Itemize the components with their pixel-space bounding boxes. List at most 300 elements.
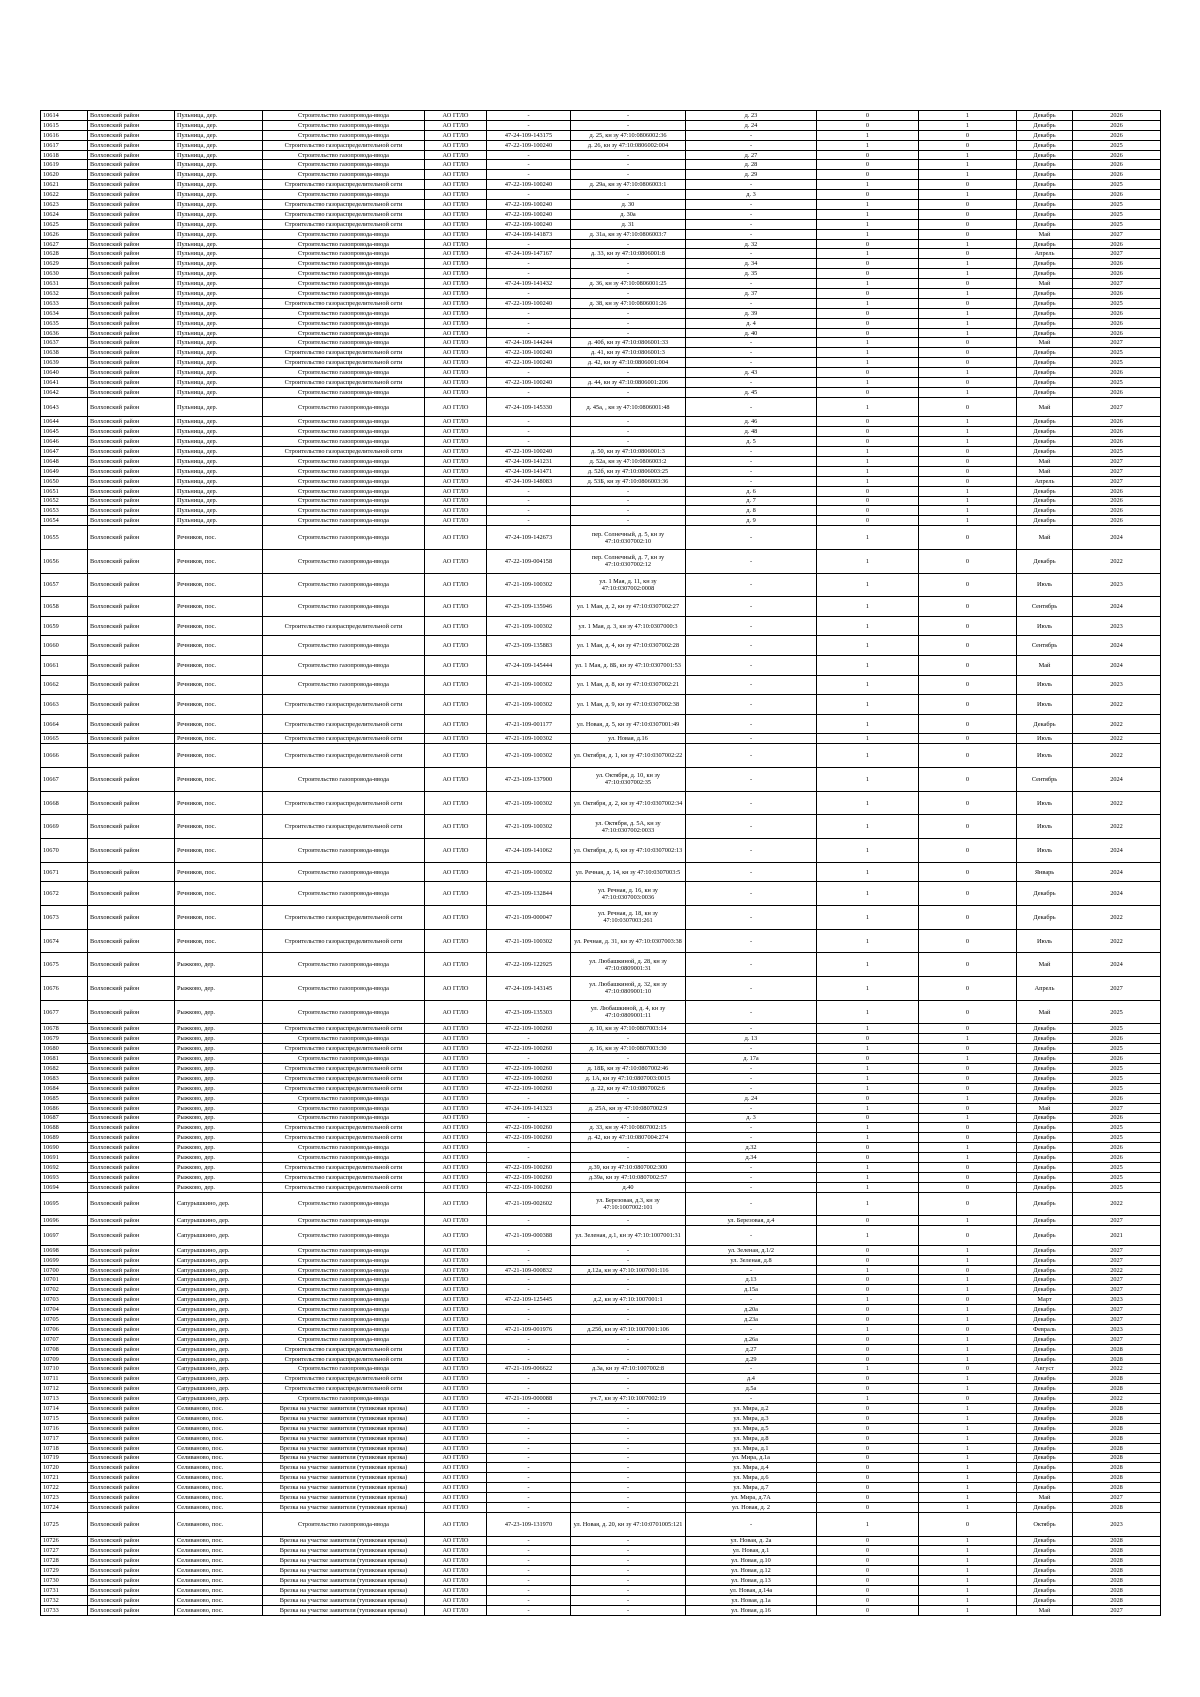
month-cell: Май <box>1017 1493 1073 1503</box>
organization-cell: АО ГГЛО <box>425 496 487 506</box>
count-cell-b: 0 <box>919 466 1017 476</box>
work-type-cell: Строительство газораспределительной сети <box>263 791 425 815</box>
table-row <box>41 1512 1161 1536</box>
locality-cell: Селиваново, пос. <box>175 1493 263 1503</box>
tu-number-cell: - <box>487 1595 571 1605</box>
year-cell: 2027 <box>1073 1285 1161 1295</box>
tu-number-cell: 47-22-109-100240 <box>487 348 571 358</box>
year-cell: 2026 <box>1073 259 1161 269</box>
cadastral-address-cell: д.40 <box>571 1182 686 1192</box>
organization-cell: АО ГГЛО <box>425 308 487 318</box>
cadastral-address-cell: д. 50, кн зу 47:10:0806001:3 <box>571 447 686 457</box>
count-cell-b: 0 <box>919 526 1017 550</box>
table-row <box>41 597 1161 617</box>
year-cell: 2026 <box>1073 269 1161 279</box>
month-cell: Декабрь <box>1017 328 1073 338</box>
address-cell: ул. Мира, д.3 <box>686 1413 817 1423</box>
work-type-cell: Строительство газораспределительной сети <box>263 348 425 358</box>
month-cell: Декабрь <box>1017 308 1073 318</box>
row-number: 10616 <box>41 130 88 140</box>
organization-cell: АО ГГЛО <box>425 1334 487 1344</box>
organization-cell: АО ГГЛО <box>425 1404 487 1414</box>
district-cell: Волховский район <box>88 1354 175 1364</box>
cadastral-address-cell: - <box>571 1473 686 1483</box>
district-cell: Волховский район <box>88 1255 175 1265</box>
work-type-cell: Строительство газопровода-ввода <box>263 289 425 299</box>
organization-cell: АО ГГЛО <box>425 1295 487 1305</box>
cadastral-address-cell: - <box>571 1334 686 1344</box>
tu-number-cell: 47-24-109-141873 <box>487 229 571 239</box>
cadastral-address-cell: ул. 1 Мая, д. 3, кн зу 47:10:0307000:3 <box>571 616 686 636</box>
address-cell: - <box>686 815 817 839</box>
tu-number-cell: - <box>487 437 571 447</box>
table-row <box>41 279 1161 289</box>
row-number: 10717 <box>41 1433 88 1443</box>
address-cell: д. 39 <box>686 308 817 318</box>
month-cell: Декабрь <box>1017 1585 1073 1595</box>
locality-cell: Речников, пос. <box>175 714 263 734</box>
table-row <box>41 130 1161 140</box>
organization-cell: АО ГГЛО <box>425 1546 487 1556</box>
month-cell: Декабрь <box>1017 348 1073 358</box>
year-cell: 2024 <box>1073 953 1161 977</box>
locality-cell: Пульница, дер. <box>175 348 263 358</box>
address-cell: ул. Мира, д.1а <box>686 1453 817 1463</box>
count-cell-a: 0 <box>817 1374 919 1384</box>
row-number: 10669 <box>41 815 88 839</box>
tu-number-cell: 47-24-109-145330 <box>487 397 571 417</box>
work-type-cell: Строительство газопровода-ввода <box>263 1000 425 1024</box>
year-cell: 2025 <box>1073 348 1161 358</box>
cadastral-address-cell: - <box>571 1305 686 1315</box>
cadastral-address-cell: ул. Любашкиной, д. 32, кн зу 47:10:0809001:10 <box>571 977 686 1001</box>
count-cell-b: 1 <box>919 160 1017 170</box>
organization-cell: АО ГГЛО <box>425 839 487 863</box>
work-type-cell: Строительство газопровода-ввода <box>263 1143 425 1153</box>
district-cell: Волховский район <box>88 1083 175 1093</box>
count-cell-a: 0 <box>817 1585 919 1595</box>
district-cell: Волховский район <box>88 1093 175 1103</box>
table-row <box>41 714 1161 734</box>
row-number: 10662 <box>41 675 88 695</box>
count-cell-a: 0 <box>817 1113 919 1123</box>
cadastral-address-cell: - <box>571 1536 686 1546</box>
district-cell: Волховский район <box>88 466 175 476</box>
month-cell: Май <box>1017 456 1073 466</box>
address-cell: - <box>686 1123 817 1133</box>
tu-number-cell: - <box>487 269 571 279</box>
cadastral-address-cell: д. 40б, кн зу 47:10:0806001:33 <box>571 338 686 348</box>
organization-cell: АО ГГЛО <box>425 1054 487 1064</box>
year-cell: 2024 <box>1073 597 1161 617</box>
cadastral-address-cell: - <box>571 1374 686 1384</box>
locality-cell: Пульница, дер. <box>175 516 263 526</box>
work-type-cell: Врезка на участке заявителя (тупиковая врезка) <box>263 1556 425 1566</box>
table-row <box>41 269 1161 279</box>
count-cell-b: 1 <box>919 1034 1017 1044</box>
district-cell: Волховский район <box>88 636 175 656</box>
year-cell: 2028 <box>1073 1384 1161 1394</box>
month-cell: Май <box>1017 229 1073 239</box>
organization-cell: АО ГГЛО <box>425 1265 487 1275</box>
row-number: 10692 <box>41 1162 88 1172</box>
count-cell-b: 1 <box>919 318 1017 328</box>
tu-number-cell: 47-23-109-132844 <box>487 882 571 906</box>
table-row <box>41 1315 1161 1325</box>
count-cell-b: 1 <box>919 1576 1017 1586</box>
row-number: 10680 <box>41 1044 88 1054</box>
locality-cell: Пульница, дер. <box>175 456 263 466</box>
locality-cell: Речников, пос. <box>175 768 263 792</box>
row-number: 10708 <box>41 1344 88 1354</box>
address-cell: - <box>686 1083 817 1093</box>
count-cell-b: 1 <box>919 1502 1017 1512</box>
organization-cell: АО ГГЛО <box>425 1453 487 1463</box>
work-type-cell: Строительство газопровода-ввода <box>263 656 425 676</box>
district-cell: Волховский район <box>88 1024 175 1034</box>
table-row <box>41 734 1161 744</box>
table-row <box>41 1384 1161 1394</box>
organization-cell: АО ГГЛО <box>425 526 487 550</box>
work-type-cell: Строительство газопровода-ввода <box>263 977 425 1001</box>
count-cell-a: 1 <box>817 209 919 219</box>
district-cell: Волховский район <box>88 1423 175 1433</box>
work-type-cell: Строительство газопровода-ввода <box>263 526 425 550</box>
table-row <box>41 239 1161 249</box>
organization-cell: АО ГГЛО <box>425 1245 487 1255</box>
month-cell: Декабрь <box>1017 1576 1073 1586</box>
row-number: 10619 <box>41 160 88 170</box>
row-number: 10664 <box>41 714 88 734</box>
month-cell: Декабрь <box>1017 239 1073 249</box>
count-cell-b: 1 <box>919 1546 1017 1556</box>
count-cell-b: 0 <box>919 130 1017 140</box>
address-cell: д. 45 <box>686 387 817 397</box>
count-cell-b: 0 <box>919 744 1017 768</box>
row-number: 10687 <box>41 1113 88 1123</box>
organization-cell: АО ГГЛО <box>425 597 487 617</box>
tu-number-cell: 47-22-109-125445 <box>487 1295 571 1305</box>
month-cell: Декабрь <box>1017 1536 1073 1546</box>
district-cell: Волховский район <box>88 1103 175 1113</box>
table-row <box>41 1433 1161 1443</box>
cadastral-address-cell: - <box>571 1255 686 1265</box>
cadastral-address-cell: - <box>571 1566 686 1576</box>
district-cell: Волховский район <box>88 1315 175 1325</box>
locality-cell: Пульница, дер. <box>175 298 263 308</box>
year-cell: 2028 <box>1073 1433 1161 1443</box>
address-cell: - <box>686 298 817 308</box>
table-row <box>41 953 1161 977</box>
organization-cell: АО ГГЛО <box>425 1473 487 1483</box>
row-number: 10628 <box>41 249 88 259</box>
tu-number-cell: - <box>487 1374 571 1384</box>
cadastral-address-cell: - <box>571 1315 686 1325</box>
work-type-cell: Строительство газопровода-ввода <box>263 476 425 486</box>
year-cell: 2027 <box>1073 456 1161 466</box>
organization-cell: АО ГГЛО <box>425 1305 487 1315</box>
work-type-cell: Врезка на участке заявителя (тупиковая врезка) <box>263 1595 425 1605</box>
row-number: 10642 <box>41 387 88 397</box>
count-cell-a: 0 <box>817 1502 919 1512</box>
tu-number-cell: 47-22-109-100260 <box>487 1024 571 1034</box>
locality-cell: Пульница, дер. <box>175 466 263 476</box>
year-cell: 2028 <box>1073 1595 1161 1605</box>
organization-cell: АО ГГЛО <box>425 1044 487 1054</box>
count-cell-a: 0 <box>817 111 919 121</box>
tu-number-cell: 47-21-109-100302 <box>487 734 571 744</box>
count-cell-a: 1 <box>817 1265 919 1275</box>
organization-cell: АО ГГЛО <box>425 1133 487 1143</box>
cadastral-address-cell: д. 38, кн зу 47:10:0806001:26 <box>571 298 686 308</box>
district-cell: Волховский район <box>88 1133 175 1143</box>
year-cell: 2022 <box>1073 714 1161 734</box>
count-cell-a: 1 <box>817 1064 919 1074</box>
count-cell-b: 1 <box>919 516 1017 526</box>
locality-cell: Рыжково, дер. <box>175 1073 263 1083</box>
address-cell: - <box>686 953 817 977</box>
row-number: 10706 <box>41 1324 88 1334</box>
month-cell: Декабрь <box>1017 1265 1073 1275</box>
year-cell: 2025 <box>1073 1182 1161 1192</box>
cadastral-address-cell: ул. 1 Мая, д. 2, кн зу 47:10:0307002:27 <box>571 597 686 617</box>
table-row <box>41 229 1161 239</box>
row-number: 10660 <box>41 636 88 656</box>
year-cell: 2028 <box>1073 1413 1161 1423</box>
tu-number-cell: 47-24-109-143175 <box>487 130 571 140</box>
tu-number-cell: - <box>487 111 571 121</box>
month-cell: Декабрь <box>1017 1073 1073 1083</box>
district-cell: Волховский район <box>88 358 175 368</box>
count-cell-b: 0 <box>919 1000 1017 1024</box>
table-row <box>41 1024 1161 1034</box>
tu-number-cell: - <box>487 1153 571 1163</box>
month-cell: Декабрь <box>1017 289 1073 299</box>
count-cell-b: 1 <box>919 289 1017 299</box>
locality-cell: Пульница, дер. <box>175 486 263 496</box>
tu-number-cell: 47-22-109-004158 <box>487 549 571 573</box>
work-type-cell: Строительство газопровода-ввода <box>263 1255 425 1265</box>
count-cell-a: 1 <box>817 1083 919 1093</box>
district-cell: Волховский район <box>88 839 175 863</box>
table-row <box>41 1000 1161 1024</box>
count-cell-a: 0 <box>817 1576 919 1586</box>
count-cell-b: 0 <box>919 348 1017 358</box>
address-cell: - <box>686 1394 817 1404</box>
year-cell: 2028 <box>1073 1354 1161 1364</box>
count-cell-a: 1 <box>817 695 919 715</box>
tu-number-cell: 47-22-109-100260 <box>487 1073 571 1083</box>
row-number: 10633 <box>41 298 88 308</box>
month-cell: Декабрь <box>1017 1192 1073 1216</box>
work-type-cell: Строительство газопровода-ввода <box>263 417 425 427</box>
month-cell: Декабрь <box>1017 358 1073 368</box>
address-cell: д. 3 <box>686 190 817 200</box>
district-cell: Волховский район <box>88 1443 175 1453</box>
district-cell: Волховский район <box>88 1404 175 1414</box>
count-cell-a: 1 <box>817 348 919 358</box>
count-cell-a: 1 <box>817 656 919 676</box>
district-cell: Волховский район <box>88 929 175 953</box>
address-cell: - <box>686 279 817 289</box>
locality-cell: Пульница, дер. <box>175 387 263 397</box>
locality-cell: Речников, пос. <box>175 929 263 953</box>
district-cell: Волховский район <box>88 516 175 526</box>
year-cell: 2028 <box>1073 1566 1161 1576</box>
table-row <box>41 1463 1161 1473</box>
address-cell: ул. Мира, д.7А <box>686 1493 817 1503</box>
district-cell: Волховский район <box>88 1605 175 1615</box>
district-cell: Волховский район <box>88 573 175 597</box>
row-number: 10668 <box>41 791 88 815</box>
row-number: 10713 <box>41 1394 88 1404</box>
address-cell: - <box>686 1103 817 1113</box>
work-type-cell: Строительство газораспределительной сети <box>263 200 425 210</box>
cadastral-address-cell: - <box>571 506 686 516</box>
address-cell: д.20а <box>686 1305 817 1315</box>
district-cell: Волховский район <box>88 1172 175 1182</box>
work-type-cell: Строительство газопровода-ввода <box>263 1394 425 1404</box>
count-cell-b: 0 <box>919 1512 1017 1536</box>
district-cell: Волховский район <box>88 506 175 516</box>
table-row <box>41 111 1161 121</box>
tu-number-cell: - <box>487 1423 571 1433</box>
count-cell-b: 0 <box>919 456 1017 466</box>
table-row <box>41 328 1161 338</box>
month-cell: Май <box>1017 279 1073 289</box>
count-cell-a: 1 <box>817 616 919 636</box>
count-cell-a: 1 <box>817 1172 919 1182</box>
table-body <box>41 111 1161 1616</box>
month-cell: Декабрь <box>1017 1502 1073 1512</box>
cadastral-address-cell: - <box>571 111 686 121</box>
cadastral-address-cell: д. 42, кн зу 47:10:0806001:004 <box>571 358 686 368</box>
cadastral-address-cell: - <box>571 1275 686 1285</box>
row-number: 10673 <box>41 906 88 930</box>
tu-number-cell: 47-24-109-144244 <box>487 338 571 348</box>
address-cell: - <box>686 526 817 550</box>
tu-number-cell: - <box>487 427 571 437</box>
organization-cell: АО ГГЛО <box>425 882 487 906</box>
work-type-cell: Строительство газопровода-ввода <box>263 397 425 417</box>
district-cell: Волховский район <box>88 1566 175 1576</box>
count-cell-a: 0 <box>817 318 919 328</box>
address-cell: - <box>686 695 817 715</box>
year-cell: 2023 <box>1073 1295 1161 1305</box>
count-cell-a: 1 <box>817 447 919 457</box>
tu-number-cell: 47-22-109-100240 <box>487 447 571 457</box>
count-cell-a: 1 <box>817 378 919 388</box>
year-cell: 2027 <box>1073 1275 1161 1285</box>
count-cell-b: 1 <box>919 1605 1017 1615</box>
table-row <box>41 1265 1161 1275</box>
locality-cell: Рыжково, дер. <box>175 1093 263 1103</box>
address-cell: - <box>686 929 817 953</box>
address-cell: д. 34 <box>686 259 817 269</box>
address-cell: ул. Новая, д.16 <box>686 1605 817 1615</box>
cadastral-address-cell: ул. 1 Мая, д. 4, кн зу 47:10:0307002:28 <box>571 636 686 656</box>
count-cell-b: 1 <box>919 1245 1017 1255</box>
work-type-cell: Строительство газораспределительной сети <box>263 1044 425 1054</box>
count-cell-b: 0 <box>919 977 1017 1001</box>
cadastral-address-cell: д. 26, кн зу 47:10:0806002:004 <box>571 140 686 150</box>
organization-cell: АО ГГЛО <box>425 1153 487 1163</box>
year-cell: 2025 <box>1073 1073 1161 1083</box>
address-cell: - <box>686 1192 817 1216</box>
address-cell: ул. Новая, д.1 <box>686 1546 817 1556</box>
locality-cell: Сапурышкино, дер. <box>175 1285 263 1295</box>
count-cell-a: 0 <box>817 120 919 130</box>
organization-cell: АО ГГЛО <box>425 1585 487 1595</box>
year-cell: 2027 <box>1073 466 1161 476</box>
month-cell: Декабрь <box>1017 219 1073 229</box>
locality-cell: Пульница, дер. <box>175 437 263 447</box>
cadastral-address-cell: - <box>571 1595 686 1605</box>
organization-cell: АО ГГЛО <box>425 279 487 289</box>
row-number: 10730 <box>41 1576 88 1586</box>
locality-cell: Пульница, дер. <box>175 111 263 121</box>
count-cell-a: 1 <box>817 476 919 486</box>
row-number: 10691 <box>41 1153 88 1163</box>
month-cell: Декабрь <box>1017 1566 1073 1576</box>
address-cell: ул. Новая, д.14а <box>686 1585 817 1595</box>
tu-number-cell: - <box>487 289 571 299</box>
count-cell-a: 0 <box>817 289 919 299</box>
organization-cell: АО ГГЛО <box>425 1384 487 1394</box>
organization-cell: АО ГГЛО <box>425 1443 487 1453</box>
organization-cell: АО ГГЛО <box>425 259 487 269</box>
work-type-cell: Строительство газопровода-ввода <box>263 1054 425 1064</box>
count-cell-a: 0 <box>817 1595 919 1605</box>
tu-number-cell: 47-24-109-147167 <box>487 249 571 259</box>
work-type-cell: Врезка на участке заявителя (тупиковая врезка) <box>263 1453 425 1463</box>
district-cell: Волховский район <box>88 1285 175 1295</box>
address-cell: ул. Березовая, д.4 <box>686 1216 817 1226</box>
count-cell-b: 1 <box>919 1255 1017 1265</box>
month-cell: Декабрь <box>1017 1344 1073 1354</box>
address-cell: ул. Мира, д.7 <box>686 1483 817 1493</box>
organization-cell: АО ГГЛО <box>425 466 487 476</box>
row-number: 10621 <box>41 180 88 190</box>
locality-cell: Речников, пос. <box>175 573 263 597</box>
year-cell: 2024 <box>1073 636 1161 656</box>
tu-number-cell: 47-21-109-100302 <box>487 573 571 597</box>
work-type-cell: Строительство газораспределительной сети <box>263 695 425 715</box>
district-cell: Волховский район <box>88 1384 175 1394</box>
row-number: 10659 <box>41 616 88 636</box>
cadastral-address-cell: ул. 1 Мая, д. 8, кн зу 47:10:0307002:21 <box>571 675 686 695</box>
count-cell-b: 0 <box>919 791 1017 815</box>
address-cell: - <box>686 1024 817 1034</box>
count-cell-a: 0 <box>817 506 919 516</box>
year-cell: 2026 <box>1073 130 1161 140</box>
month-cell: Декабрь <box>1017 1093 1073 1103</box>
row-number: 10684 <box>41 1083 88 1093</box>
row-number: 10646 <box>41 437 88 447</box>
month-cell: Декабрь <box>1017 1024 1073 1034</box>
count-cell-b: 0 <box>919 447 1017 457</box>
address-cell: д. 6 <box>686 486 817 496</box>
district-cell: Волховский район <box>88 953 175 977</box>
table-row <box>41 249 1161 259</box>
work-type-cell: Строительство газопровода-ввода <box>263 486 425 496</box>
tu-number-cell: - <box>487 1034 571 1044</box>
tu-number-cell: 47-21-109-006622 <box>487 1364 571 1374</box>
locality-cell: Пульница, дер. <box>175 318 263 328</box>
tu-number-cell: - <box>487 496 571 506</box>
work-type-cell: Строительство газопровода-ввода <box>263 229 425 239</box>
tu-number-cell: - <box>487 506 571 516</box>
